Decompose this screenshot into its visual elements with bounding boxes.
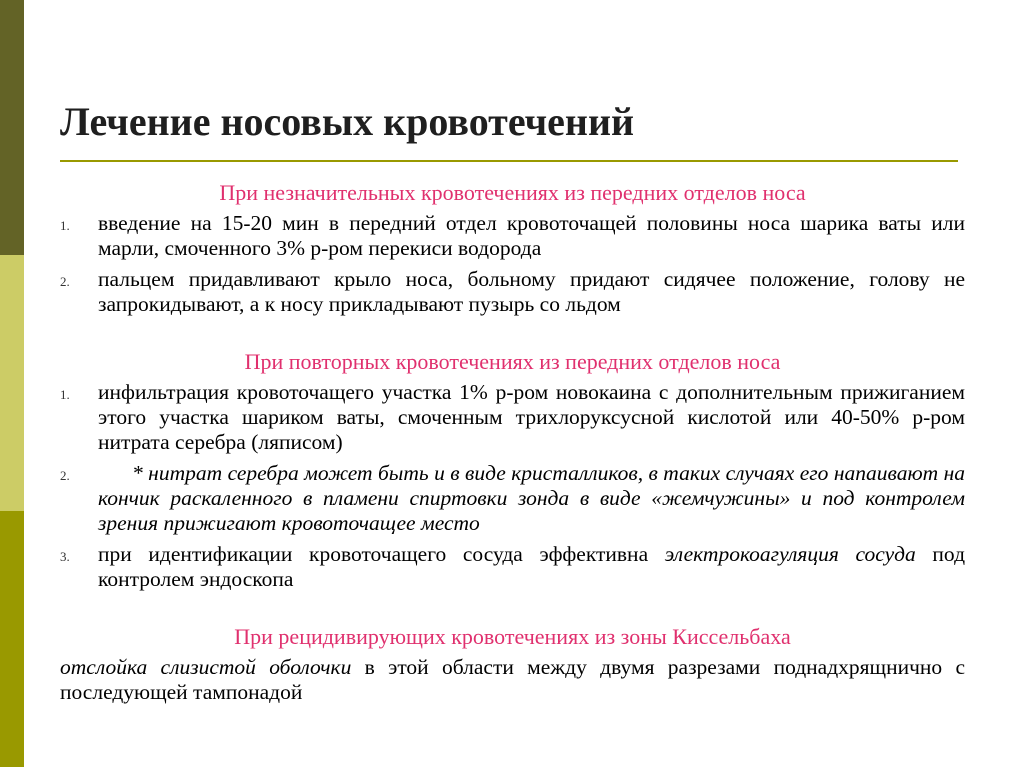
paragraph-italic: отслойка слизистой оболочки bbox=[60, 655, 352, 679]
list-item bbox=[60, 267, 965, 317]
side-bar-top bbox=[0, 0, 24, 255]
section-heading: При рецидивирующих кровотечениях из зоны Киссельбаха bbox=[234, 624, 791, 649]
item-number: 1. bbox=[60, 387, 70, 402]
section-minor-bleeding bbox=[60, 180, 965, 317]
item-number: 3. bbox=[60, 549, 70, 564]
section-repeated-bleeding bbox=[60, 349, 965, 592]
item-number: 1. bbox=[60, 218, 70, 233]
paragraph-text: в этой области между двумя разрезами поднадхрящнично с последующей тампонадой bbox=[60, 655, 965, 704]
title-underline bbox=[60, 160, 958, 162]
item-text: при идентификации кровоточащего сосуда эффективна bbox=[98, 542, 665, 566]
item-text-end: под контролем эндоскопа bbox=[98, 542, 966, 591]
item-text-italic: электрокоагуляция сосуда bbox=[664, 542, 916, 566]
paragraph bbox=[60, 655, 965, 705]
slide-content bbox=[60, 176, 965, 705]
item-text-italic: * нитрат серебра может быть и в виде кристалликов, в таких случаях его напаивают на кончик раскаленного в пламени спиртовки зонда в виде «жемчужины» и под контролем зрения прижигают кровоточащее место bbox=[98, 461, 965, 535]
item-number: 2. bbox=[60, 274, 70, 289]
list-item bbox=[60, 461, 965, 536]
section-heading: При повторных кровотечениях из передних отделов носа bbox=[244, 349, 781, 374]
side-bar-bottom bbox=[0, 511, 24, 767]
section-recurrent-bleeding bbox=[60, 624, 965, 705]
item-text: пальцем придавливают крыло носа, больному придают сидячее положение, голову не запрокидывают, а к носу прикладывают пузырь со льдом bbox=[98, 267, 965, 316]
list-item bbox=[60, 211, 965, 261]
section-heading: При незначительных кровотечениях из передних отделов носа bbox=[219, 180, 806, 205]
list-item bbox=[60, 542, 965, 592]
item-text: инфильтрация кровоточащего участка 1% р-ром новокаина с дополнительным прижиганием этого участка шариком ваты, смоченным трихлоруксусной кислотой или 40-50% р-ром нитрата серебра (ляписом) bbox=[98, 380, 965, 454]
list-item bbox=[60, 380, 965, 455]
item-number: 2. bbox=[60, 468, 70, 483]
side-bar-middle bbox=[0, 255, 24, 511]
slide-title: Лечение носовых кровотечений bbox=[60, 99, 635, 144]
item-text: введение на 15-20 мин в передний отдел кровоточащей половины носа шарика ваты или марли, смоченного 3% р-ром перекиси водорода bbox=[98, 211, 965, 260]
